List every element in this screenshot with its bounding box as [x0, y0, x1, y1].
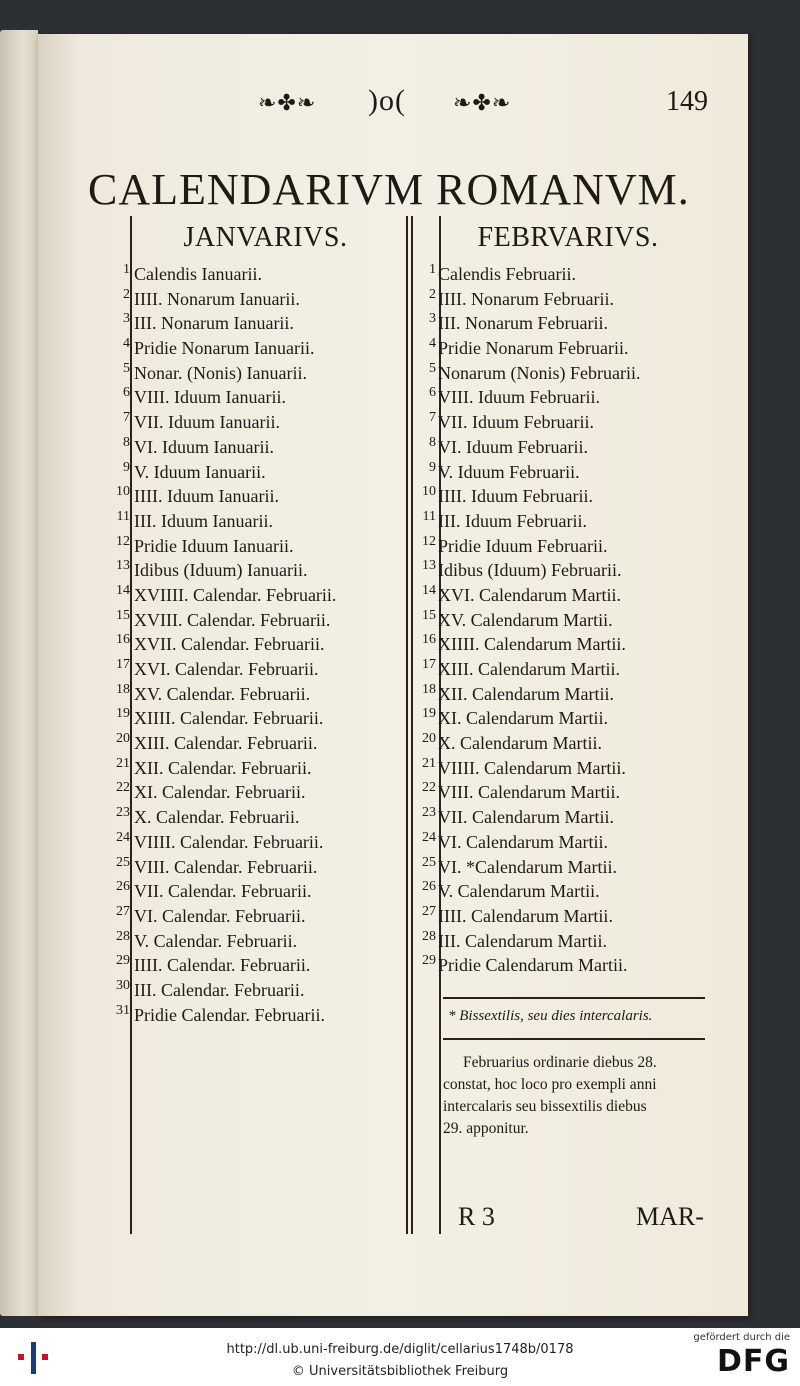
- calendar-row: [408, 805, 713, 830]
- calendar-row: [408, 410, 713, 435]
- day-number: 30: [116, 977, 130, 993]
- januarius-heading: JANVARIVS.: [183, 222, 348, 253]
- day-text: VIII. Iduum Februarii.: [438, 387, 600, 408]
- day-text: Nonarum (Nonis) Februarii.: [438, 362, 641, 383]
- copyright: © Universitätsbibliothek Freiburg: [291, 1364, 509, 1379]
- viewer-footer: [0, 1328, 800, 1386]
- calendar-row: [96, 756, 408, 781]
- day-number: 1: [123, 262, 130, 277]
- day-text: XIII. Calendar. Februarii.: [134, 733, 318, 754]
- day-text: IIII. Nonarum Februarii.: [438, 288, 614, 309]
- calendar-row: [408, 336, 713, 361]
- day-number: 27: [422, 903, 436, 919]
- calendar-row: [408, 682, 713, 707]
- day-number: 6: [429, 385, 436, 401]
- day-text: III. Iduum Februarii.: [438, 510, 587, 531]
- calendar-row: [408, 435, 713, 460]
- page-title: CALENDARIVM ROMANVM.: [88, 165, 690, 214]
- calendar-row: [408, 953, 713, 978]
- day-number: 5: [429, 360, 436, 376]
- day-number: 9: [123, 459, 130, 475]
- day-text: VI. Iduum Ianuarii.: [134, 436, 274, 457]
- day-number: 3: [123, 311, 130, 327]
- calendar-row: [408, 287, 713, 312]
- calendar-row: [408, 558, 713, 583]
- day-number: 29: [422, 953, 436, 969]
- day-text: VIII. Iduum Ianuarii.: [134, 387, 286, 408]
- calendar-row: [96, 336, 408, 361]
- day-text: XIII. Calendarum Martii.: [438, 659, 620, 679]
- day-number: 26: [422, 879, 436, 895]
- calendar-row: [96, 534, 408, 559]
- januarius-list: [96, 262, 408, 1027]
- day-text: III. Nonarum Februarii.: [438, 313, 608, 334]
- day-number: 17: [422, 657, 436, 672]
- calendar-row: [96, 558, 408, 583]
- day-number: 9: [429, 459, 436, 475]
- calendar-row: [96, 385, 408, 410]
- day-number: 15: [422, 607, 436, 623]
- calendar-row: [408, 509, 713, 534]
- day-text: VIII. Calendarum Martii.: [438, 782, 620, 803]
- day-number: 22: [422, 780, 436, 796]
- day-text: III. Calendar. Februarii.: [134, 979, 305, 1000]
- day-text: III. Calendarum Martii.: [438, 930, 607, 951]
- book-page: [38, 34, 748, 1316]
- day-number: 23: [422, 805, 436, 821]
- calendar-row: [408, 929, 713, 954]
- day-number: 28: [422, 928, 436, 944]
- divider-rule: [443, 997, 705, 999]
- funding-note: gefördert durch die: [693, 1332, 790, 1343]
- day-number: 10: [422, 484, 436, 500]
- day-text: VII. Iduum Februarii.: [438, 412, 594, 433]
- day-number: 27: [116, 903, 130, 919]
- calendar-row: [408, 731, 713, 756]
- day-text: V. Calendarum Martii.: [438, 881, 600, 902]
- permalink[interactable]: http://dl.ub.uni-freiburg.de/diglit/cellarius1748b/0178: [226, 1342, 574, 1357]
- day-number: 21: [116, 755, 130, 771]
- day-number: 8: [123, 434, 130, 450]
- footnote: * Bissextilis, seu dies intercalaris.: [448, 1008, 653, 1024]
- day-text: Pridie Calendar. Februarii.: [134, 1004, 325, 1025]
- februarius-list: [408, 262, 713, 978]
- day-text: Pridie Calendarum Martii.: [438, 955, 628, 976]
- calendar-row: [408, 534, 713, 559]
- calendar-row: [96, 805, 408, 830]
- calendar-row: [96, 706, 408, 731]
- calendar-row: [96, 904, 408, 929]
- day-number: 22: [116, 780, 130, 796]
- day-text: IIII. Iduum Februarii.: [438, 486, 593, 507]
- day-number: 24: [116, 829, 130, 845]
- calendar-row: [96, 435, 408, 460]
- day-text: Nonar. (Nonis) Ianuarii.: [134, 362, 307, 383]
- calendar-row: [96, 632, 408, 657]
- calendar-row: [408, 262, 713, 287]
- calendar-row: [96, 484, 408, 509]
- day-text: XII. Calendar. Februarii.: [134, 757, 312, 778]
- day-text: XI. Calendar. Februarii.: [134, 782, 306, 803]
- day-number: 18: [422, 681, 436, 697]
- ornament-left-icon: ❧✤❧: [258, 90, 317, 115]
- calendar-row: [408, 657, 713, 682]
- calendar-row: [96, 608, 408, 633]
- day-text: Idibus (Iduum) Februarii.: [438, 560, 622, 581]
- note-line: 29. apponitur.: [443, 1120, 529, 1137]
- ornament-right-icon: ❧✤❧: [453, 90, 512, 115]
- calendar-row: [408, 830, 713, 855]
- day-text: Pridie Nonarum Ianuarii.: [134, 338, 315, 359]
- calendar-row: [96, 361, 408, 386]
- day-text: XIIII. Calendarum Martii.: [438, 634, 626, 655]
- day-text: Calendis Ianuarii.: [134, 264, 262, 284]
- day-number: 11: [422, 508, 436, 524]
- day-number: 24: [422, 829, 436, 845]
- calendar-row: [96, 682, 408, 707]
- calendar-row: [408, 484, 713, 509]
- day-number: 19: [422, 706, 436, 722]
- calendar-row: [408, 756, 713, 781]
- calendar-row: [408, 904, 713, 929]
- calendar-row: [408, 632, 713, 657]
- day-number: 16: [422, 632, 436, 648]
- day-text: V. Iduum Ianuarii.: [134, 461, 266, 482]
- day-text: Pridie Iduum Februarii.: [438, 535, 608, 556]
- februarius-heading: FEBRVARIVS.: [477, 222, 659, 253]
- day-text: XI. Calendarum Martii.: [438, 708, 608, 729]
- day-number: 4: [429, 336, 436, 352]
- calendar-row: [408, 879, 713, 904]
- day-text: VI. *Calendarum Martii.: [438, 856, 617, 877]
- signature-mark: R 3: [458, 1202, 495, 1231]
- day-number: 23: [116, 805, 130, 821]
- calendar-row: [408, 583, 713, 608]
- day-number: 2: [429, 286, 436, 302]
- day-text: X. Calendar. Februarii.: [134, 807, 300, 828]
- divider-rule: [443, 1038, 705, 1040]
- day-text: XVI. Calendarum Martii.: [438, 584, 621, 605]
- calendar-row: [408, 361, 713, 386]
- february-note: [443, 1052, 708, 1140]
- day-number: 2: [123, 286, 130, 302]
- day-number: 19: [116, 706, 130, 722]
- day-number: 4: [123, 336, 130, 352]
- day-number: 12: [422, 533, 436, 549]
- day-text: XIIII. Calendar. Februarii.: [134, 708, 324, 729]
- calendar-row: [96, 657, 408, 682]
- day-text: VI. Calendar. Februarii.: [134, 905, 306, 926]
- day-number: 20: [116, 731, 130, 747]
- day-number: 26: [116, 879, 130, 895]
- day-number: 3: [429, 311, 436, 327]
- ornament-center: )o(: [368, 84, 406, 117]
- day-number: 10: [116, 484, 130, 500]
- day-number: 17: [116, 657, 130, 672]
- day-text: IIII. Nonarum Ianuarii.: [134, 288, 300, 309]
- day-text: III. Iduum Ianuarii.: [134, 510, 273, 531]
- day-text: XV. Calendar. Februarii.: [134, 683, 311, 704]
- calendar-row: [96, 1003, 408, 1028]
- calendar-row: [96, 731, 408, 756]
- calendar-row: [96, 929, 408, 954]
- day-text: VIII. Calendar. Februarii.: [134, 856, 318, 877]
- day-number: 25: [422, 854, 436, 870]
- day-number: 14: [422, 582, 436, 598]
- note-line: constat, hoc loco pro exempli anni: [443, 1076, 657, 1093]
- day-text: VI. Calendarum Martii.: [438, 831, 608, 852]
- day-number: 14: [116, 582, 130, 598]
- day-text: IIII. Iduum Ianuarii.: [134, 486, 279, 507]
- calendar-row: [408, 385, 713, 410]
- day-text: V. Calendar. Februarii.: [134, 930, 298, 951]
- calendar-row: [96, 953, 408, 978]
- day-text: VI. Iduum Februarii.: [438, 436, 588, 457]
- day-number: 5: [123, 360, 130, 376]
- calendar-row: [96, 509, 408, 534]
- day-text: Pridie Nonarum Februarii.: [438, 338, 629, 359]
- day-text: IIII. Calendar. Februarii.: [134, 955, 311, 976]
- day-number: 12: [116, 533, 130, 549]
- day-text: III. Nonarum Ianuarii.: [134, 313, 294, 334]
- day-number: 16: [116, 632, 130, 648]
- previous-page-edge: [0, 30, 38, 1316]
- day-text: XV. Calendarum Martii.: [438, 609, 613, 630]
- day-text: VII. Calendar. Februarii.: [134, 881, 312, 902]
- running-header: [248, 86, 708, 126]
- calendar-row: [96, 460, 408, 485]
- day-text: IIII. Calendarum Martii.: [438, 905, 613, 926]
- page-number: 149: [666, 86, 708, 117]
- calendar-row: [96, 262, 408, 287]
- day-number: 7: [123, 410, 130, 426]
- day-text: VIIII. Calendar. Februarii.: [134, 831, 324, 852]
- day-number: 8: [429, 434, 436, 450]
- day-text: XVII. Calendar. Februarii.: [134, 634, 325, 655]
- calendar-row: [96, 287, 408, 312]
- day-number: 20: [422, 731, 436, 747]
- day-text: VII. Calendarum Martii.: [438, 807, 614, 828]
- day-text: X. Calendarum Martii.: [438, 733, 602, 754]
- calendar-row: [408, 311, 713, 336]
- day-text: XII. Calendarum Martii.: [438, 683, 614, 704]
- day-text: Pridie Iduum Ianuarii.: [134, 535, 294, 556]
- day-number: 21: [422, 755, 436, 771]
- calendar-row: [96, 978, 408, 1003]
- day-number: 25: [116, 854, 130, 870]
- day-number: 13: [116, 558, 130, 574]
- day-number: 29: [116, 953, 130, 969]
- note-line: intercalaris seu bissextilis diebus: [443, 1098, 647, 1115]
- calendar-row: [408, 706, 713, 731]
- day-number: 18: [116, 681, 130, 697]
- calendar-row: [96, 855, 408, 880]
- calendar-row: [408, 460, 713, 485]
- day-number: 28: [116, 928, 130, 944]
- day-text: Calendis Februarii.: [438, 264, 576, 284]
- day-number: 13: [422, 558, 436, 574]
- day-number: 7: [429, 410, 436, 426]
- day-number: 6: [123, 385, 130, 401]
- day-number: 15: [116, 607, 130, 623]
- dfg-logo: DFG: [716, 1344, 790, 1379]
- day-text: VIIII. Calendarum Martii.: [438, 757, 626, 778]
- catchword: MAR-: [636, 1202, 704, 1231]
- day-number: 31: [116, 1002, 130, 1018]
- day-text: XVIII. Calendar. Februarii.: [134, 609, 331, 630]
- day-text: XVIIII. Calendar. Februarii.: [134, 584, 337, 605]
- day-text: XVI. Calendar. Februarii.: [134, 659, 319, 679]
- note-line: Februarius ordinarie diebus 28.: [463, 1054, 657, 1071]
- day-text: Idibus (Iduum) Ianuarii.: [134, 560, 308, 581]
- calendar-row: [408, 855, 713, 880]
- calendar-row: [408, 780, 713, 805]
- calendar-row: [96, 830, 408, 855]
- calendar-row: [96, 780, 408, 805]
- day-text: V. Iduum Februarii.: [438, 461, 580, 482]
- calendar-row: [96, 583, 408, 608]
- calendar-row: [96, 311, 408, 336]
- day-number: 1: [429, 262, 436, 277]
- calendar-row: [96, 879, 408, 904]
- calendar-row: [408, 608, 713, 633]
- day-text: VII. Iduum Ianuarii.: [134, 412, 280, 433]
- day-number: 11: [116, 508, 130, 524]
- calendar-row: [96, 410, 408, 435]
